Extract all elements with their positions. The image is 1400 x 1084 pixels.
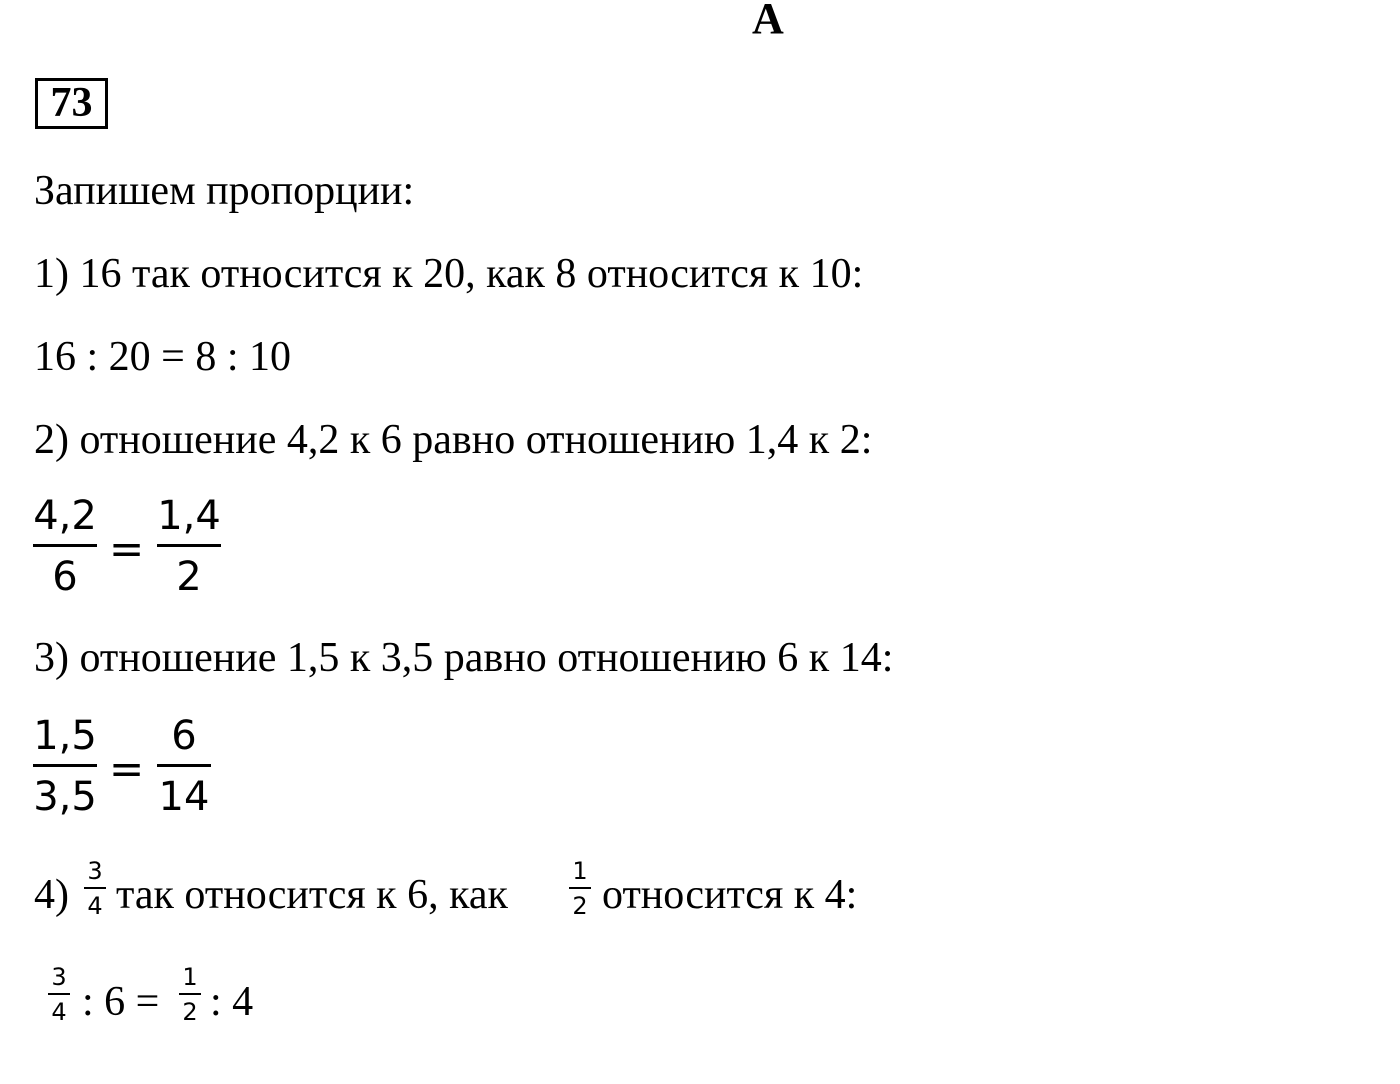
numerator: 3 bbox=[51, 963, 67, 991]
item2-statement: 2) отношение 4,2 к 6 равно отношению 1,4 к 2: bbox=[34, 417, 873, 463]
equals-sign: = bbox=[109, 524, 145, 573]
fraction bbox=[157, 714, 211, 819]
numerator: 3 bbox=[87, 857, 103, 885]
denominator: 4 bbox=[51, 998, 67, 1026]
denominator: 2 bbox=[182, 998, 198, 1026]
denominator: 3,5 bbox=[33, 774, 97, 820]
denominator: 2 bbox=[176, 554, 202, 600]
fraction bbox=[179, 964, 201, 1025]
intro-text: Запишем пропорции: bbox=[34, 168, 415, 214]
fraction-bar bbox=[33, 764, 97, 767]
item4-eq-middle: : 6 = bbox=[82, 979, 160, 1025]
section-letter: А bbox=[752, 0, 784, 43]
numerator: 1,5 bbox=[33, 713, 97, 759]
fraction-bar bbox=[157, 544, 221, 547]
item1-statement: 1) 16 так относится к 20, как 8 относится к 10: bbox=[34, 251, 864, 297]
denominator: 14 bbox=[158, 774, 210, 820]
denominator: 6 bbox=[52, 554, 78, 600]
fraction-bar bbox=[33, 544, 97, 547]
item4-middle: так относится к 6, как bbox=[116, 872, 508, 918]
denominator: 4 bbox=[87, 892, 103, 920]
fraction bbox=[33, 494, 97, 599]
fraction-bar bbox=[157, 764, 211, 767]
item4-suffix: относится к 4: bbox=[602, 872, 858, 918]
item1-proportion: 16 : 20 = 8 : 10 bbox=[34, 334, 292, 380]
numerator: 6 bbox=[171, 713, 197, 759]
fraction bbox=[157, 494, 221, 599]
item4-eq-end: : 4 bbox=[210, 979, 254, 1025]
fraction bbox=[84, 858, 106, 919]
fraction-bar bbox=[569, 887, 591, 889]
fraction-bar bbox=[84, 887, 106, 889]
numerator: 4,2 bbox=[33, 493, 97, 539]
fraction bbox=[48, 964, 70, 1025]
numerator: 1 bbox=[572, 857, 588, 885]
fraction-bar bbox=[48, 993, 70, 995]
denominator: 2 bbox=[572, 892, 588, 920]
item4-prefix: 4) bbox=[34, 872, 69, 918]
fraction bbox=[33, 714, 97, 819]
problem-number: 73 bbox=[35, 78, 108, 129]
fraction bbox=[569, 858, 591, 919]
numerator: 1,4 bbox=[157, 493, 221, 539]
numerator: 1 bbox=[182, 963, 198, 991]
equals-sign: = bbox=[109, 744, 145, 793]
item3-statement: 3) отношение 1,5 к 3,5 равно отношению 6 к 14: bbox=[34, 635, 894, 681]
fraction-bar bbox=[179, 993, 201, 995]
